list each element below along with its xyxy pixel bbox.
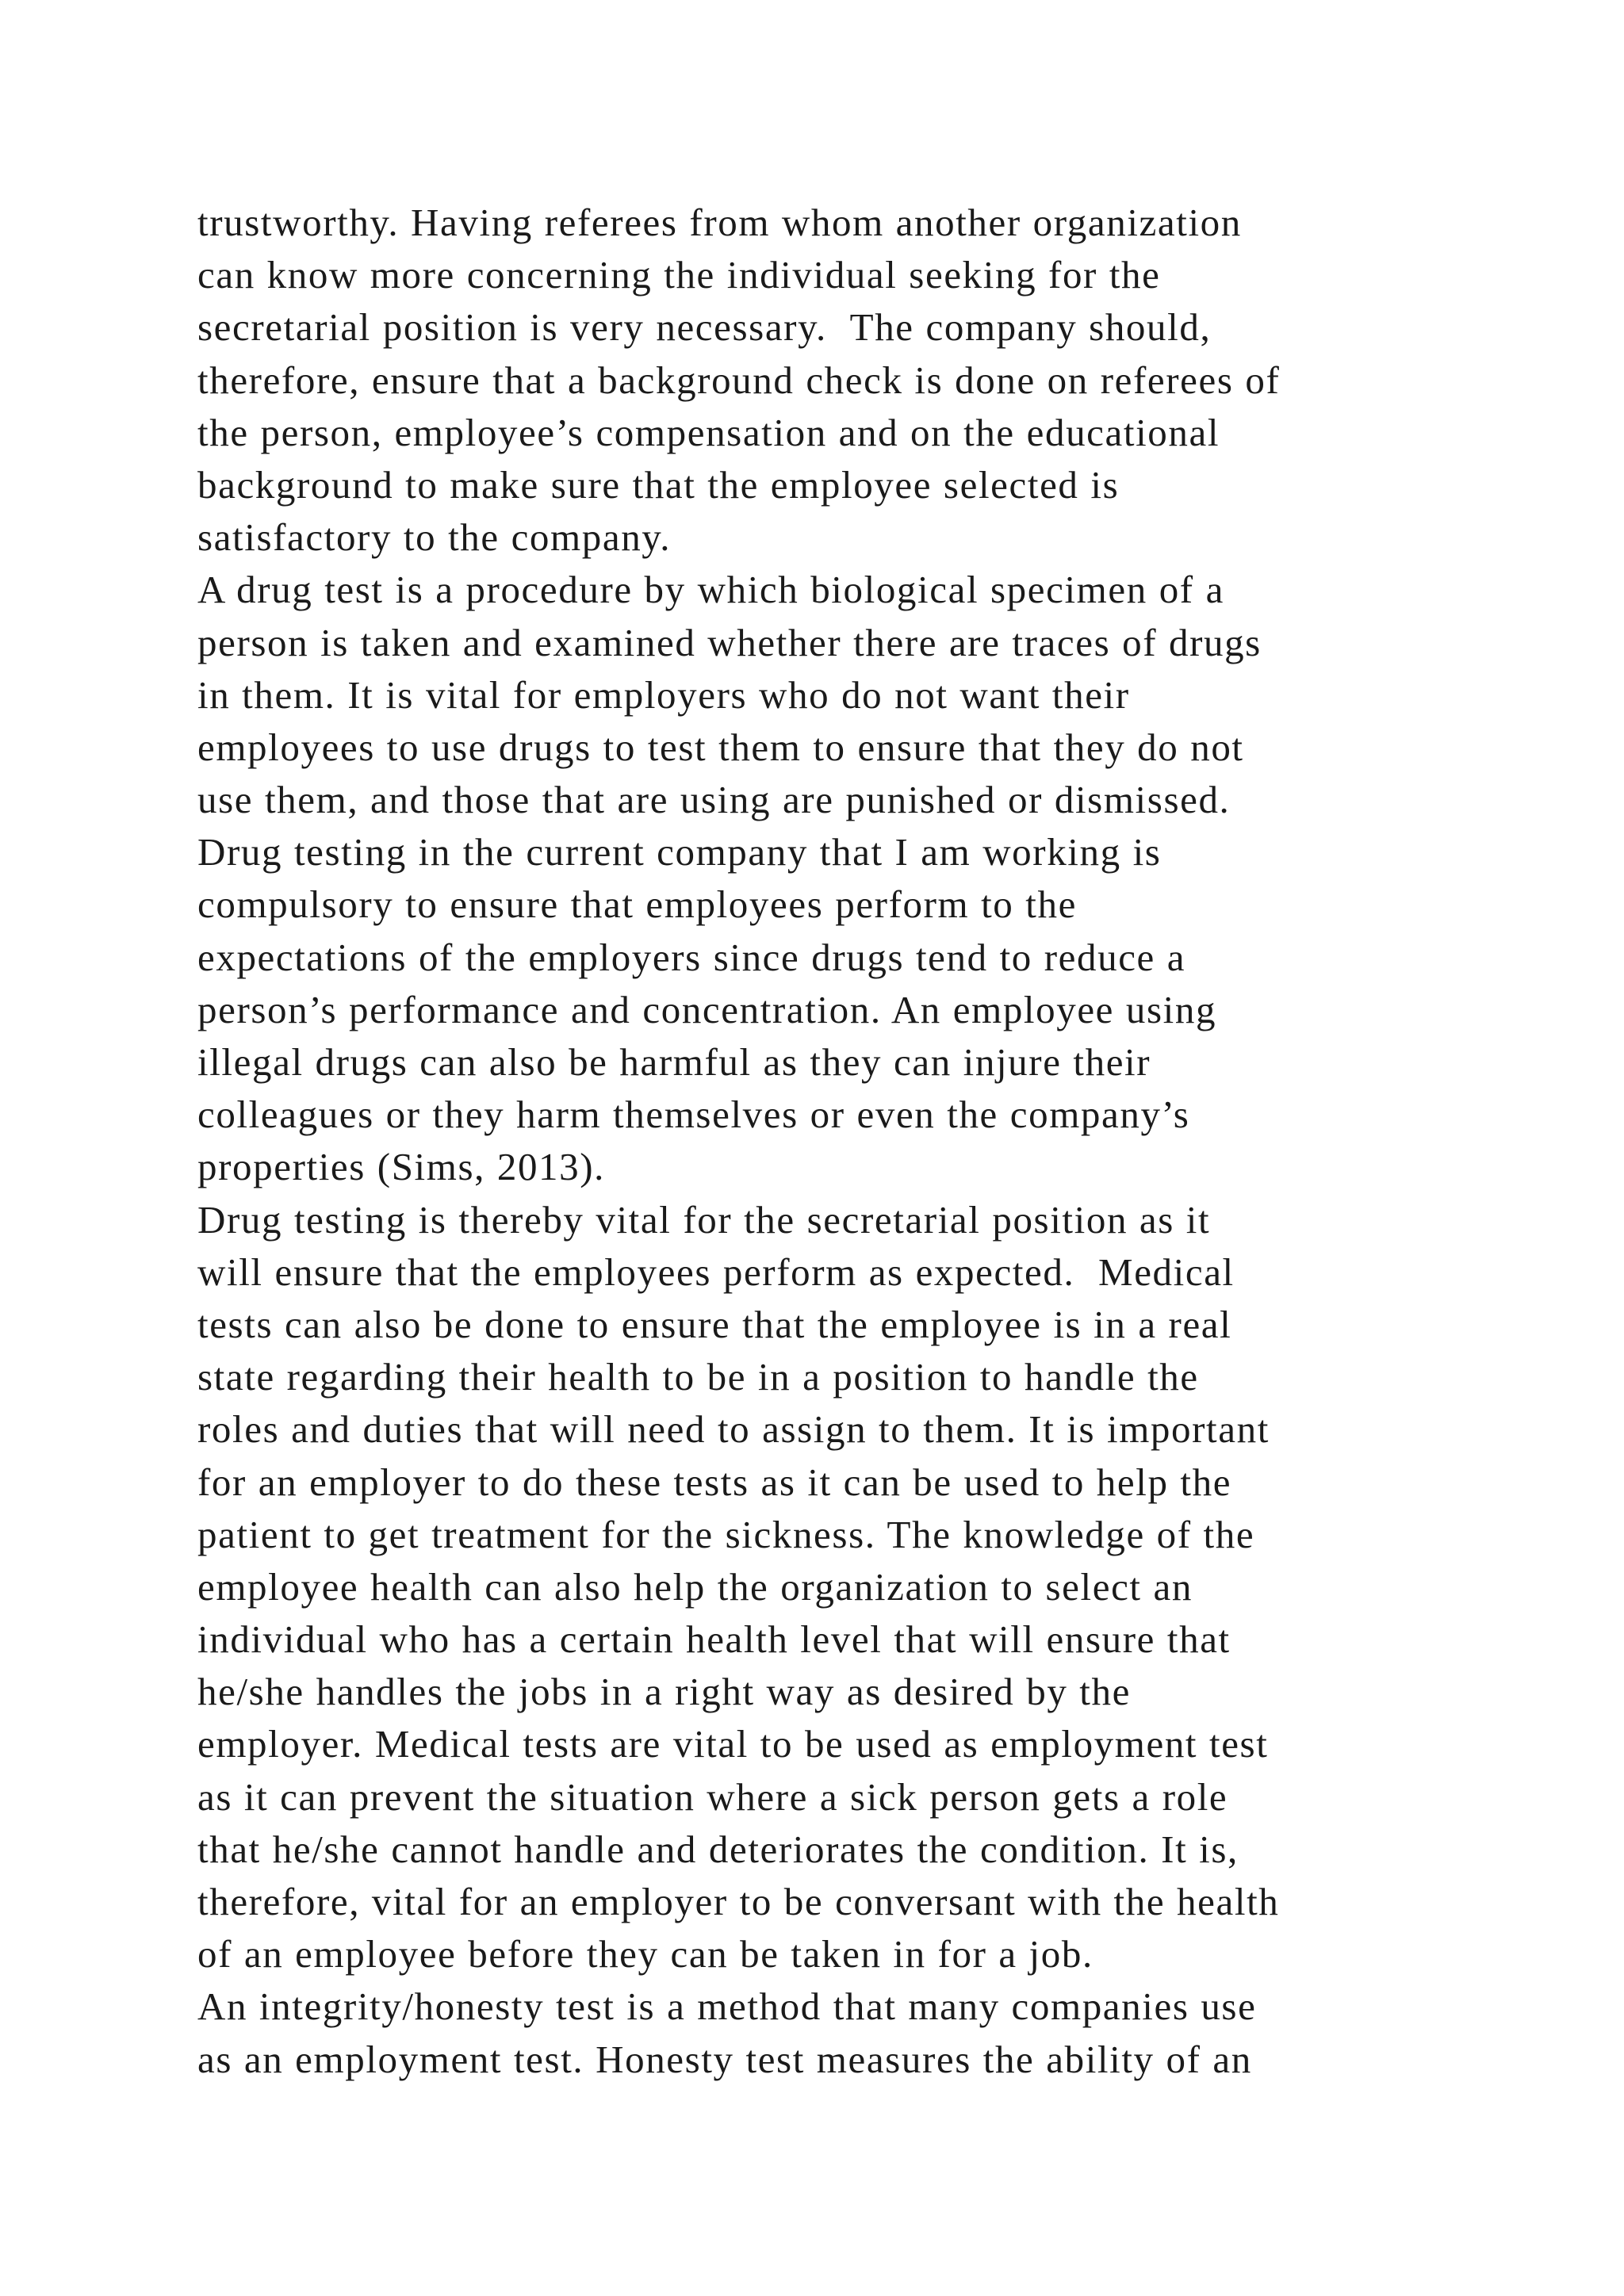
text-line: background to make sure that the employee selected is [197, 462, 1120, 507]
text-line: can know more concerning the individual seeking for the [197, 253, 1161, 297]
text-line: as it can prevent the situation where a sick person gets a role [197, 1774, 1228, 1819]
text-line: A drug test is a procedure by which biological specimen of a [197, 568, 1224, 612]
text-line: An integrity/honesty test is a method that many companies use [197, 1984, 1257, 2029]
text-line: he/she handles the jobs in a right way as desired by the [197, 1670, 1131, 1714]
text-line: as an employment test. Honesty test measures the ability of an [197, 2037, 1252, 2081]
text-line: therefore, ensure that a background check is done on referees of [197, 358, 1281, 402]
text-line: person’s performance and concentration. An employee using [197, 987, 1217, 1031]
text-line: individual who has a certain health level that will ensure that [197, 1617, 1231, 1662]
text-line: for an employer to do these tests as it can be used to help the [197, 1460, 1232, 1504]
text-line: tests can also be done to ensure that the employee is in a real [197, 1302, 1232, 1346]
text-line: Drug testing is thereby vital for the secretarial position as it [197, 1197, 1211, 1242]
text-line: Drug testing in the current company that I am working is [197, 830, 1162, 874]
text-line: illegal drugs can also be harmful as they can injure their [197, 1040, 1151, 1084]
text-line: the person, employee’s compensation and on the educational [197, 410, 1220, 454]
text-line: employees to use drugs to test them to ensure that they do not [197, 725, 1244, 769]
text-line: will ensure that the employees perform as expected. Medical [197, 1249, 1235, 1294]
text-line: state regarding their health to be in a position to handle the [197, 1355, 1199, 1399]
text-line: use them, and those that are using are punished or dismissed. [197, 778, 1231, 822]
text-line: that he/she cannot handle and deteriorates the condition. It is, [197, 1827, 1239, 1871]
text-line: satisfactory to the company. [197, 515, 672, 560]
text-line: roles and duties that will need to assign to them. It is important [197, 1407, 1270, 1452]
text-line: employer. Medical tests are vital to be used as employment test [197, 1722, 1269, 1766]
body-text [197, 197, 1514, 2086]
text-line: expectations of the employers since drugs tend to reduce a [197, 935, 1186, 979]
text-line: therefore, vital for an employer to be conversant with the health [197, 1880, 1280, 1923]
text-line: person is taken and examined whether there are traces of drugs [197, 620, 1262, 664]
text-line: compulsory to ensure that employees perform to the [197, 882, 1077, 927]
text-line: of an employee before they can be taken in for a job. [197, 1932, 1094, 1976]
text-line: properties (Sims, 2013). [197, 1145, 606, 1189]
text-line: patient to get treatment for the sickness. The knowledge of the [197, 1512, 1255, 1556]
text-line: secretarial position is very necessary. The company should, [197, 305, 1212, 350]
text-line: in them. It is vital for employers who do not want their [197, 672, 1130, 717]
text-line: colleagues or they harm themselves or even the company’s [197, 1093, 1190, 1137]
text-line: employee health can also help the organization to select an [197, 1564, 1193, 1609]
text-line: trustworthy. Having referees from whom another organization [197, 201, 1242, 244]
